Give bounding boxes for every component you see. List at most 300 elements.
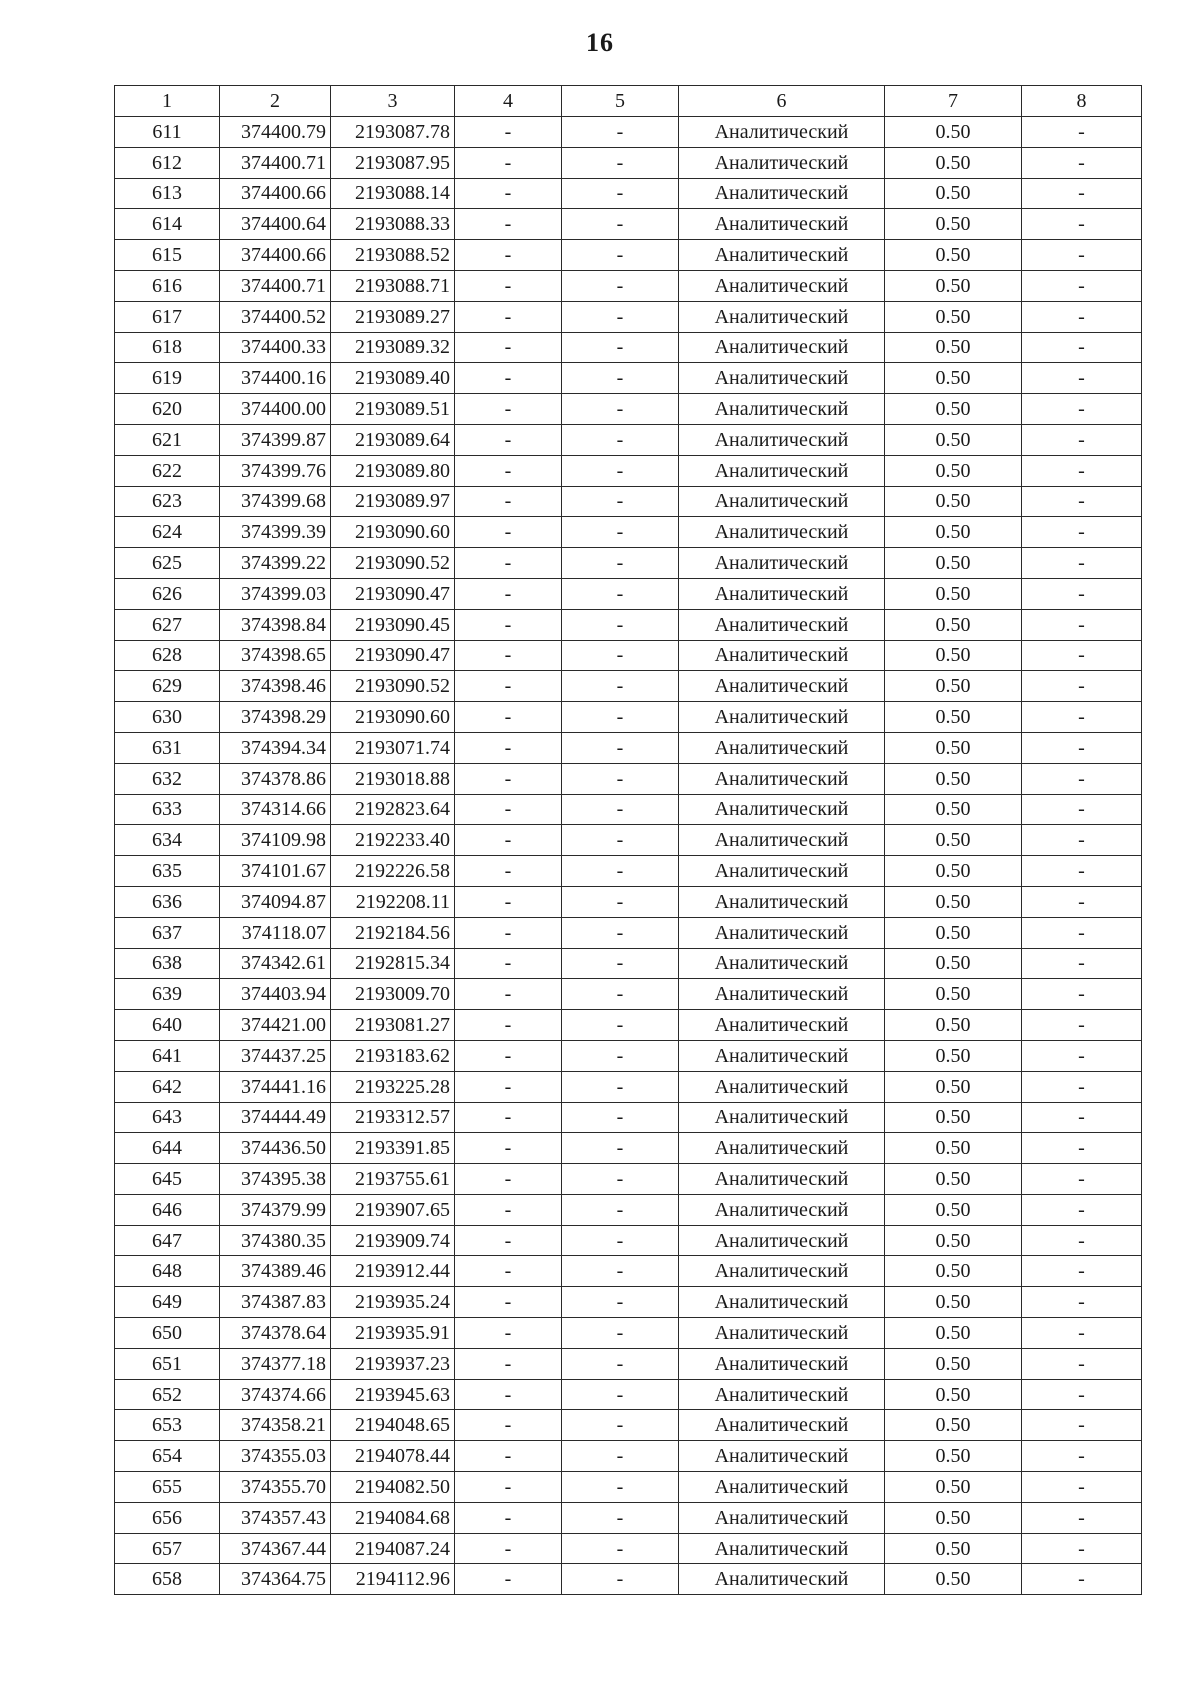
column-8-cell: -: [1022, 578, 1142, 609]
x-coordinate-cell: 374400.16: [220, 363, 331, 394]
point-number-cell: 636: [115, 886, 220, 917]
y-coordinate-cell: 2193907.65: [331, 1194, 455, 1225]
table-row: [115, 1348, 1142, 1379]
x-coordinate-cell: 374355.03: [220, 1441, 331, 1472]
method-cell: Аналитический: [679, 794, 885, 825]
x-coordinate-cell: 374437.25: [220, 1040, 331, 1071]
column-8-cell: -: [1022, 486, 1142, 517]
column-4-cell: -: [455, 948, 562, 979]
column-4-cell: -: [455, 117, 562, 148]
accuracy-cell: 0.50: [885, 1040, 1022, 1071]
column-4-cell: -: [455, 517, 562, 548]
method-cell: Аналитический: [679, 732, 885, 763]
point-number-cell: 624: [115, 517, 220, 548]
table-row: [115, 1441, 1142, 1472]
column-8-cell: -: [1022, 1441, 1142, 1472]
y-coordinate-cell: 2194112.96: [331, 1564, 455, 1595]
column-header-2: 2: [220, 86, 331, 117]
point-number-cell: 631: [115, 732, 220, 763]
method-cell: Аналитический: [679, 886, 885, 917]
column-5-cell: -: [562, 455, 679, 486]
method-cell: Аналитический: [679, 117, 885, 148]
point-number-cell: 639: [115, 979, 220, 1010]
method-cell: Аналитический: [679, 1564, 885, 1595]
column-8-cell: -: [1022, 147, 1142, 178]
column-8-cell: -: [1022, 702, 1142, 733]
method-cell: Аналитический: [679, 178, 885, 209]
column-header-7: 7: [885, 86, 1022, 117]
table-row: [115, 1133, 1142, 1164]
point-number-cell: 642: [115, 1071, 220, 1102]
y-coordinate-cell: 2193090.60: [331, 517, 455, 548]
point-number-cell: 643: [115, 1102, 220, 1133]
point-number-cell: 630: [115, 702, 220, 733]
x-coordinate-cell: 374398.84: [220, 609, 331, 640]
column-4-cell: -: [455, 1287, 562, 1318]
x-coordinate-cell: 374314.66: [220, 794, 331, 825]
x-coordinate-cell: 374421.00: [220, 1010, 331, 1041]
x-coordinate-cell: 374109.98: [220, 825, 331, 856]
column-8-cell: -: [1022, 1194, 1142, 1225]
accuracy-cell: 0.50: [885, 1133, 1022, 1164]
y-coordinate-cell: 2193090.47: [331, 578, 455, 609]
x-coordinate-cell: 374444.49: [220, 1102, 331, 1133]
column-4-cell: -: [455, 548, 562, 579]
column-4-cell: -: [455, 1564, 562, 1595]
y-coordinate-cell: 2193912.44: [331, 1256, 455, 1287]
y-coordinate-cell: 2193937.23: [331, 1348, 455, 1379]
column-8-cell: -: [1022, 1318, 1142, 1349]
accuracy-cell: 0.50: [885, 794, 1022, 825]
point-number-cell: 649: [115, 1287, 220, 1318]
table-row: [115, 1318, 1142, 1349]
column-4-cell: -: [455, 1379, 562, 1410]
table-row: [115, 825, 1142, 856]
point-number-cell: 634: [115, 825, 220, 856]
column-8-cell: -: [1022, 548, 1142, 579]
column-5-cell: -: [562, 1040, 679, 1071]
x-coordinate-cell: 374436.50: [220, 1133, 331, 1164]
column-5-cell: -: [562, 147, 679, 178]
y-coordinate-cell: 2194087.24: [331, 1533, 455, 1564]
column-5-cell: -: [562, 886, 679, 917]
column-4-cell: -: [455, 1102, 562, 1133]
x-coordinate-cell: 374400.79: [220, 117, 331, 148]
point-number-cell: 612: [115, 147, 220, 178]
y-coordinate-cell: 2193225.28: [331, 1071, 455, 1102]
y-coordinate-cell: 2193090.45: [331, 609, 455, 640]
point-number-cell: 615: [115, 240, 220, 271]
column-5-cell: -: [562, 240, 679, 271]
accuracy-cell: 0.50: [885, 394, 1022, 425]
method-cell: Аналитический: [679, 394, 885, 425]
x-coordinate-cell: 374357.43: [220, 1502, 331, 1533]
column-8-cell: -: [1022, 209, 1142, 240]
y-coordinate-cell: 2194048.65: [331, 1410, 455, 1441]
x-coordinate-cell: 374377.18: [220, 1348, 331, 1379]
column-8-cell: -: [1022, 640, 1142, 671]
column-header-4: 4: [455, 86, 562, 117]
table-row: [115, 1040, 1142, 1071]
accuracy-cell: 0.50: [885, 856, 1022, 887]
column-4-cell: -: [455, 1502, 562, 1533]
method-cell: Аналитический: [679, 1379, 885, 1410]
column-8-cell: -: [1022, 856, 1142, 887]
column-8-cell: -: [1022, 455, 1142, 486]
x-coordinate-cell: 374400.52: [220, 301, 331, 332]
method-cell: Аналитический: [679, 1472, 885, 1503]
x-coordinate-cell: 374101.67: [220, 856, 331, 887]
accuracy-cell: 0.50: [885, 455, 1022, 486]
accuracy-cell: 0.50: [885, 917, 1022, 948]
column-4-cell: -: [455, 1256, 562, 1287]
x-coordinate-cell: 374400.64: [220, 209, 331, 240]
x-coordinate-cell: 374400.71: [220, 147, 331, 178]
y-coordinate-cell: 2193183.62: [331, 1040, 455, 1071]
y-coordinate-cell: 2193312.57: [331, 1102, 455, 1133]
method-cell: Аналитический: [679, 1256, 885, 1287]
accuracy-cell: 0.50: [885, 763, 1022, 794]
method-cell: Аналитический: [679, 486, 885, 517]
point-number-cell: 646: [115, 1194, 220, 1225]
method-cell: Аналитический: [679, 424, 885, 455]
point-number-cell: 633: [115, 794, 220, 825]
column-5-cell: -: [562, 363, 679, 394]
table-row: [115, 517, 1142, 548]
column-8-cell: -: [1022, 332, 1142, 363]
x-coordinate-cell: 374378.64: [220, 1318, 331, 1349]
table-header-row: [115, 86, 1142, 117]
column-5-cell: -: [562, 702, 679, 733]
method-cell: Аналитический: [679, 1133, 885, 1164]
column-8-cell: -: [1022, 1379, 1142, 1410]
column-5-cell: -: [562, 1472, 679, 1503]
accuracy-cell: 0.50: [885, 1010, 1022, 1041]
x-coordinate-cell: 374387.83: [220, 1287, 331, 1318]
method-cell: Аналитический: [679, 1502, 885, 1533]
table-row: [115, 147, 1142, 178]
column-8-cell: -: [1022, 917, 1142, 948]
column-4-cell: -: [455, 640, 562, 671]
point-number-cell: 629: [115, 671, 220, 702]
point-number-cell: 628: [115, 640, 220, 671]
y-coordinate-cell: 2193090.52: [331, 671, 455, 702]
column-4-cell: -: [455, 1318, 562, 1349]
coordinates-table: [114, 85, 1142, 1595]
point-number-cell: 657: [115, 1533, 220, 1564]
accuracy-cell: 0.50: [885, 1318, 1022, 1349]
column-4-cell: -: [455, 240, 562, 271]
point-number-cell: 641: [115, 1040, 220, 1071]
column-4-cell: -: [455, 917, 562, 948]
column-8-cell: -: [1022, 979, 1142, 1010]
method-cell: Аналитический: [679, 332, 885, 363]
table-row: [115, 1502, 1142, 1533]
column-header-6: 6: [679, 86, 885, 117]
accuracy-cell: 0.50: [885, 1441, 1022, 1472]
method-cell: Аналитический: [679, 455, 885, 486]
table-row: [115, 1194, 1142, 1225]
method-cell: Аналитический: [679, 1194, 885, 1225]
table-row: [115, 548, 1142, 579]
y-coordinate-cell: 2193089.51: [331, 394, 455, 425]
y-coordinate-cell: 2193090.47: [331, 640, 455, 671]
y-coordinate-cell: 2194078.44: [331, 1441, 455, 1472]
x-coordinate-cell: 374400.71: [220, 270, 331, 301]
column-8-cell: -: [1022, 948, 1142, 979]
x-coordinate-cell: 374399.68: [220, 486, 331, 517]
table-row: [115, 178, 1142, 209]
accuracy-cell: 0.50: [885, 363, 1022, 394]
table-row: [115, 609, 1142, 640]
column-5-cell: -: [562, 979, 679, 1010]
point-number-cell: 617: [115, 301, 220, 332]
accuracy-cell: 0.50: [885, 424, 1022, 455]
point-number-cell: 625: [115, 548, 220, 579]
column-5-cell: -: [562, 1133, 679, 1164]
point-number-cell: 620: [115, 394, 220, 425]
method-cell: Аналитический: [679, 609, 885, 640]
table-row: [115, 1010, 1142, 1041]
column-8-cell: -: [1022, 1071, 1142, 1102]
method-cell: Аналитический: [679, 301, 885, 332]
column-4-cell: -: [455, 1071, 562, 1102]
column-5-cell: -: [562, 1256, 679, 1287]
column-5-cell: -: [562, 948, 679, 979]
accuracy-cell: 0.50: [885, 732, 1022, 763]
table-row: [115, 363, 1142, 394]
column-header-8: 8: [1022, 86, 1142, 117]
column-8-cell: -: [1022, 1533, 1142, 1564]
column-5-cell: -: [562, 732, 679, 763]
x-coordinate-cell: 374094.87: [220, 886, 331, 917]
y-coordinate-cell: 2193090.52: [331, 548, 455, 579]
column-header-1: 1: [115, 86, 220, 117]
column-4-cell: -: [455, 578, 562, 609]
y-coordinate-cell: 2193087.95: [331, 147, 455, 178]
column-5-cell: -: [562, 609, 679, 640]
point-number-cell: 651: [115, 1348, 220, 1379]
accuracy-cell: 0.50: [885, 1564, 1022, 1595]
x-coordinate-cell: 374380.35: [220, 1225, 331, 1256]
point-number-cell: 613: [115, 178, 220, 209]
column-5-cell: -: [562, 1410, 679, 1441]
column-5-cell: -: [562, 856, 679, 887]
table-row: [115, 1472, 1142, 1503]
column-4-cell: -: [455, 979, 562, 1010]
table-row: [115, 702, 1142, 733]
accuracy-cell: 0.50: [885, 948, 1022, 979]
column-4-cell: -: [455, 1164, 562, 1195]
column-8-cell: -: [1022, 825, 1142, 856]
column-5-cell: -: [562, 1348, 679, 1379]
column-5-cell: -: [562, 578, 679, 609]
column-8-cell: -: [1022, 1502, 1142, 1533]
method-cell: Аналитический: [679, 640, 885, 671]
method-cell: Аналитический: [679, 1318, 885, 1349]
column-8-cell: -: [1022, 671, 1142, 702]
table-row: [115, 270, 1142, 301]
column-5-cell: -: [562, 1194, 679, 1225]
accuracy-cell: 0.50: [885, 147, 1022, 178]
point-number-cell: 626: [115, 578, 220, 609]
x-coordinate-cell: 374399.87: [220, 424, 331, 455]
accuracy-cell: 0.50: [885, 1287, 1022, 1318]
column-5-cell: -: [562, 270, 679, 301]
y-coordinate-cell: 2192823.64: [331, 794, 455, 825]
y-coordinate-cell: 2193909.74: [331, 1225, 455, 1256]
method-cell: Аналитический: [679, 948, 885, 979]
method-cell: Аналитический: [679, 1071, 885, 1102]
point-number-cell: 647: [115, 1225, 220, 1256]
column-4-cell: -: [455, 886, 562, 917]
table-row: [115, 979, 1142, 1010]
point-number-cell: 658: [115, 1564, 220, 1595]
column-4-cell: -: [455, 732, 562, 763]
column-8-cell: -: [1022, 1256, 1142, 1287]
table-row: [115, 455, 1142, 486]
method-cell: Аналитический: [679, 1164, 885, 1195]
point-number-cell: 619: [115, 363, 220, 394]
method-cell: Аналитический: [679, 1225, 885, 1256]
column-5-cell: -: [562, 825, 679, 856]
column-5-cell: -: [562, 394, 679, 425]
accuracy-cell: 0.50: [885, 1256, 1022, 1287]
column-4-cell: -: [455, 332, 562, 363]
column-8-cell: -: [1022, 1040, 1142, 1071]
accuracy-cell: 0.50: [885, 270, 1022, 301]
table-row: [115, 424, 1142, 455]
column-8-cell: -: [1022, 394, 1142, 425]
column-5-cell: -: [562, 1502, 679, 1533]
y-coordinate-cell: 2193945.63: [331, 1379, 455, 1410]
x-coordinate-cell: 374118.07: [220, 917, 331, 948]
method-cell: Аналитический: [679, 702, 885, 733]
y-coordinate-cell: 2192815.34: [331, 948, 455, 979]
table-row: [115, 948, 1142, 979]
column-8-cell: -: [1022, 1164, 1142, 1195]
table-row: [115, 1379, 1142, 1410]
column-5-cell: -: [562, 209, 679, 240]
point-number-cell: 635: [115, 856, 220, 887]
method-cell: Аналитический: [679, 209, 885, 240]
method-cell: Аналитический: [679, 548, 885, 579]
x-coordinate-cell: 374379.99: [220, 1194, 331, 1225]
column-4-cell: -: [455, 609, 562, 640]
y-coordinate-cell: 2193009.70: [331, 979, 455, 1010]
column-4-cell: -: [455, 424, 562, 455]
y-coordinate-cell: 2193088.33: [331, 209, 455, 240]
method-cell: Аналитический: [679, 856, 885, 887]
method-cell: Аналитический: [679, 147, 885, 178]
method-cell: Аналитический: [679, 578, 885, 609]
table-row: [115, 856, 1142, 887]
column-header-3: 3: [331, 86, 455, 117]
accuracy-cell: 0.50: [885, 1533, 1022, 1564]
accuracy-cell: 0.50: [885, 1225, 1022, 1256]
point-number-cell: 621: [115, 424, 220, 455]
column-5-cell: -: [562, 1102, 679, 1133]
point-number-cell: 655: [115, 1472, 220, 1503]
table-row: [115, 1564, 1142, 1595]
column-8-cell: -: [1022, 763, 1142, 794]
column-8-cell: -: [1022, 1564, 1142, 1595]
x-coordinate-cell: 374364.75: [220, 1564, 331, 1595]
column-5-cell: -: [562, 763, 679, 794]
accuracy-cell: 0.50: [885, 332, 1022, 363]
y-coordinate-cell: 2193089.32: [331, 332, 455, 363]
table-row: [115, 209, 1142, 240]
column-4-cell: -: [455, 178, 562, 209]
column-5-cell: -: [562, 1441, 679, 1472]
y-coordinate-cell: 2193089.97: [331, 486, 455, 517]
y-coordinate-cell: 2193755.61: [331, 1164, 455, 1195]
method-cell: Аналитический: [679, 363, 885, 394]
column-4-cell: -: [455, 1133, 562, 1164]
y-coordinate-cell: 2192226.58: [331, 856, 455, 887]
column-4-cell: -: [455, 455, 562, 486]
column-8-cell: -: [1022, 1225, 1142, 1256]
column-5-cell: -: [562, 1318, 679, 1349]
column-8-cell: -: [1022, 886, 1142, 917]
accuracy-cell: 0.50: [885, 1410, 1022, 1441]
x-coordinate-cell: 374398.29: [220, 702, 331, 733]
point-number-cell: 650: [115, 1318, 220, 1349]
column-4-cell: -: [455, 1472, 562, 1503]
table-row: [115, 763, 1142, 794]
table-row: [115, 640, 1142, 671]
y-coordinate-cell: 2194082.50: [331, 1472, 455, 1503]
method-cell: Аналитический: [679, 825, 885, 856]
column-4-cell: -: [455, 270, 562, 301]
table-row: [115, 1071, 1142, 1102]
column-8-cell: -: [1022, 609, 1142, 640]
y-coordinate-cell: 2193935.91: [331, 1318, 455, 1349]
column-4-cell: -: [455, 394, 562, 425]
table-row: [115, 732, 1142, 763]
accuracy-cell: 0.50: [885, 1472, 1022, 1503]
column-4-cell: -: [455, 1410, 562, 1441]
column-8-cell: -: [1022, 363, 1142, 394]
column-4-cell: -: [455, 702, 562, 733]
x-coordinate-cell: 374378.86: [220, 763, 331, 794]
table-row: [115, 671, 1142, 702]
column-4-cell: -: [455, 1010, 562, 1041]
x-coordinate-cell: 374342.61: [220, 948, 331, 979]
method-cell: Аналитический: [679, 1533, 885, 1564]
x-coordinate-cell: 374399.39: [220, 517, 331, 548]
column-5-cell: -: [562, 640, 679, 671]
column-5-cell: -: [562, 1533, 679, 1564]
accuracy-cell: 0.50: [885, 517, 1022, 548]
x-coordinate-cell: 374389.46: [220, 1256, 331, 1287]
y-coordinate-cell: 2193089.27: [331, 301, 455, 332]
y-coordinate-cell: 2193088.52: [331, 240, 455, 271]
accuracy-cell: 0.50: [885, 240, 1022, 271]
column-4-cell: -: [455, 763, 562, 794]
point-number-cell: 654: [115, 1441, 220, 1472]
method-cell: Аналитический: [679, 1441, 885, 1472]
y-coordinate-cell: 2192233.40: [331, 825, 455, 856]
point-number-cell: 637: [115, 917, 220, 948]
column-5-cell: -: [562, 1379, 679, 1410]
accuracy-cell: 0.50: [885, 1194, 1022, 1225]
point-number-cell: 632: [115, 763, 220, 794]
column-4-cell: -: [455, 1348, 562, 1379]
table-row: [115, 578, 1142, 609]
column-8-cell: -: [1022, 1102, 1142, 1133]
accuracy-cell: 0.50: [885, 178, 1022, 209]
